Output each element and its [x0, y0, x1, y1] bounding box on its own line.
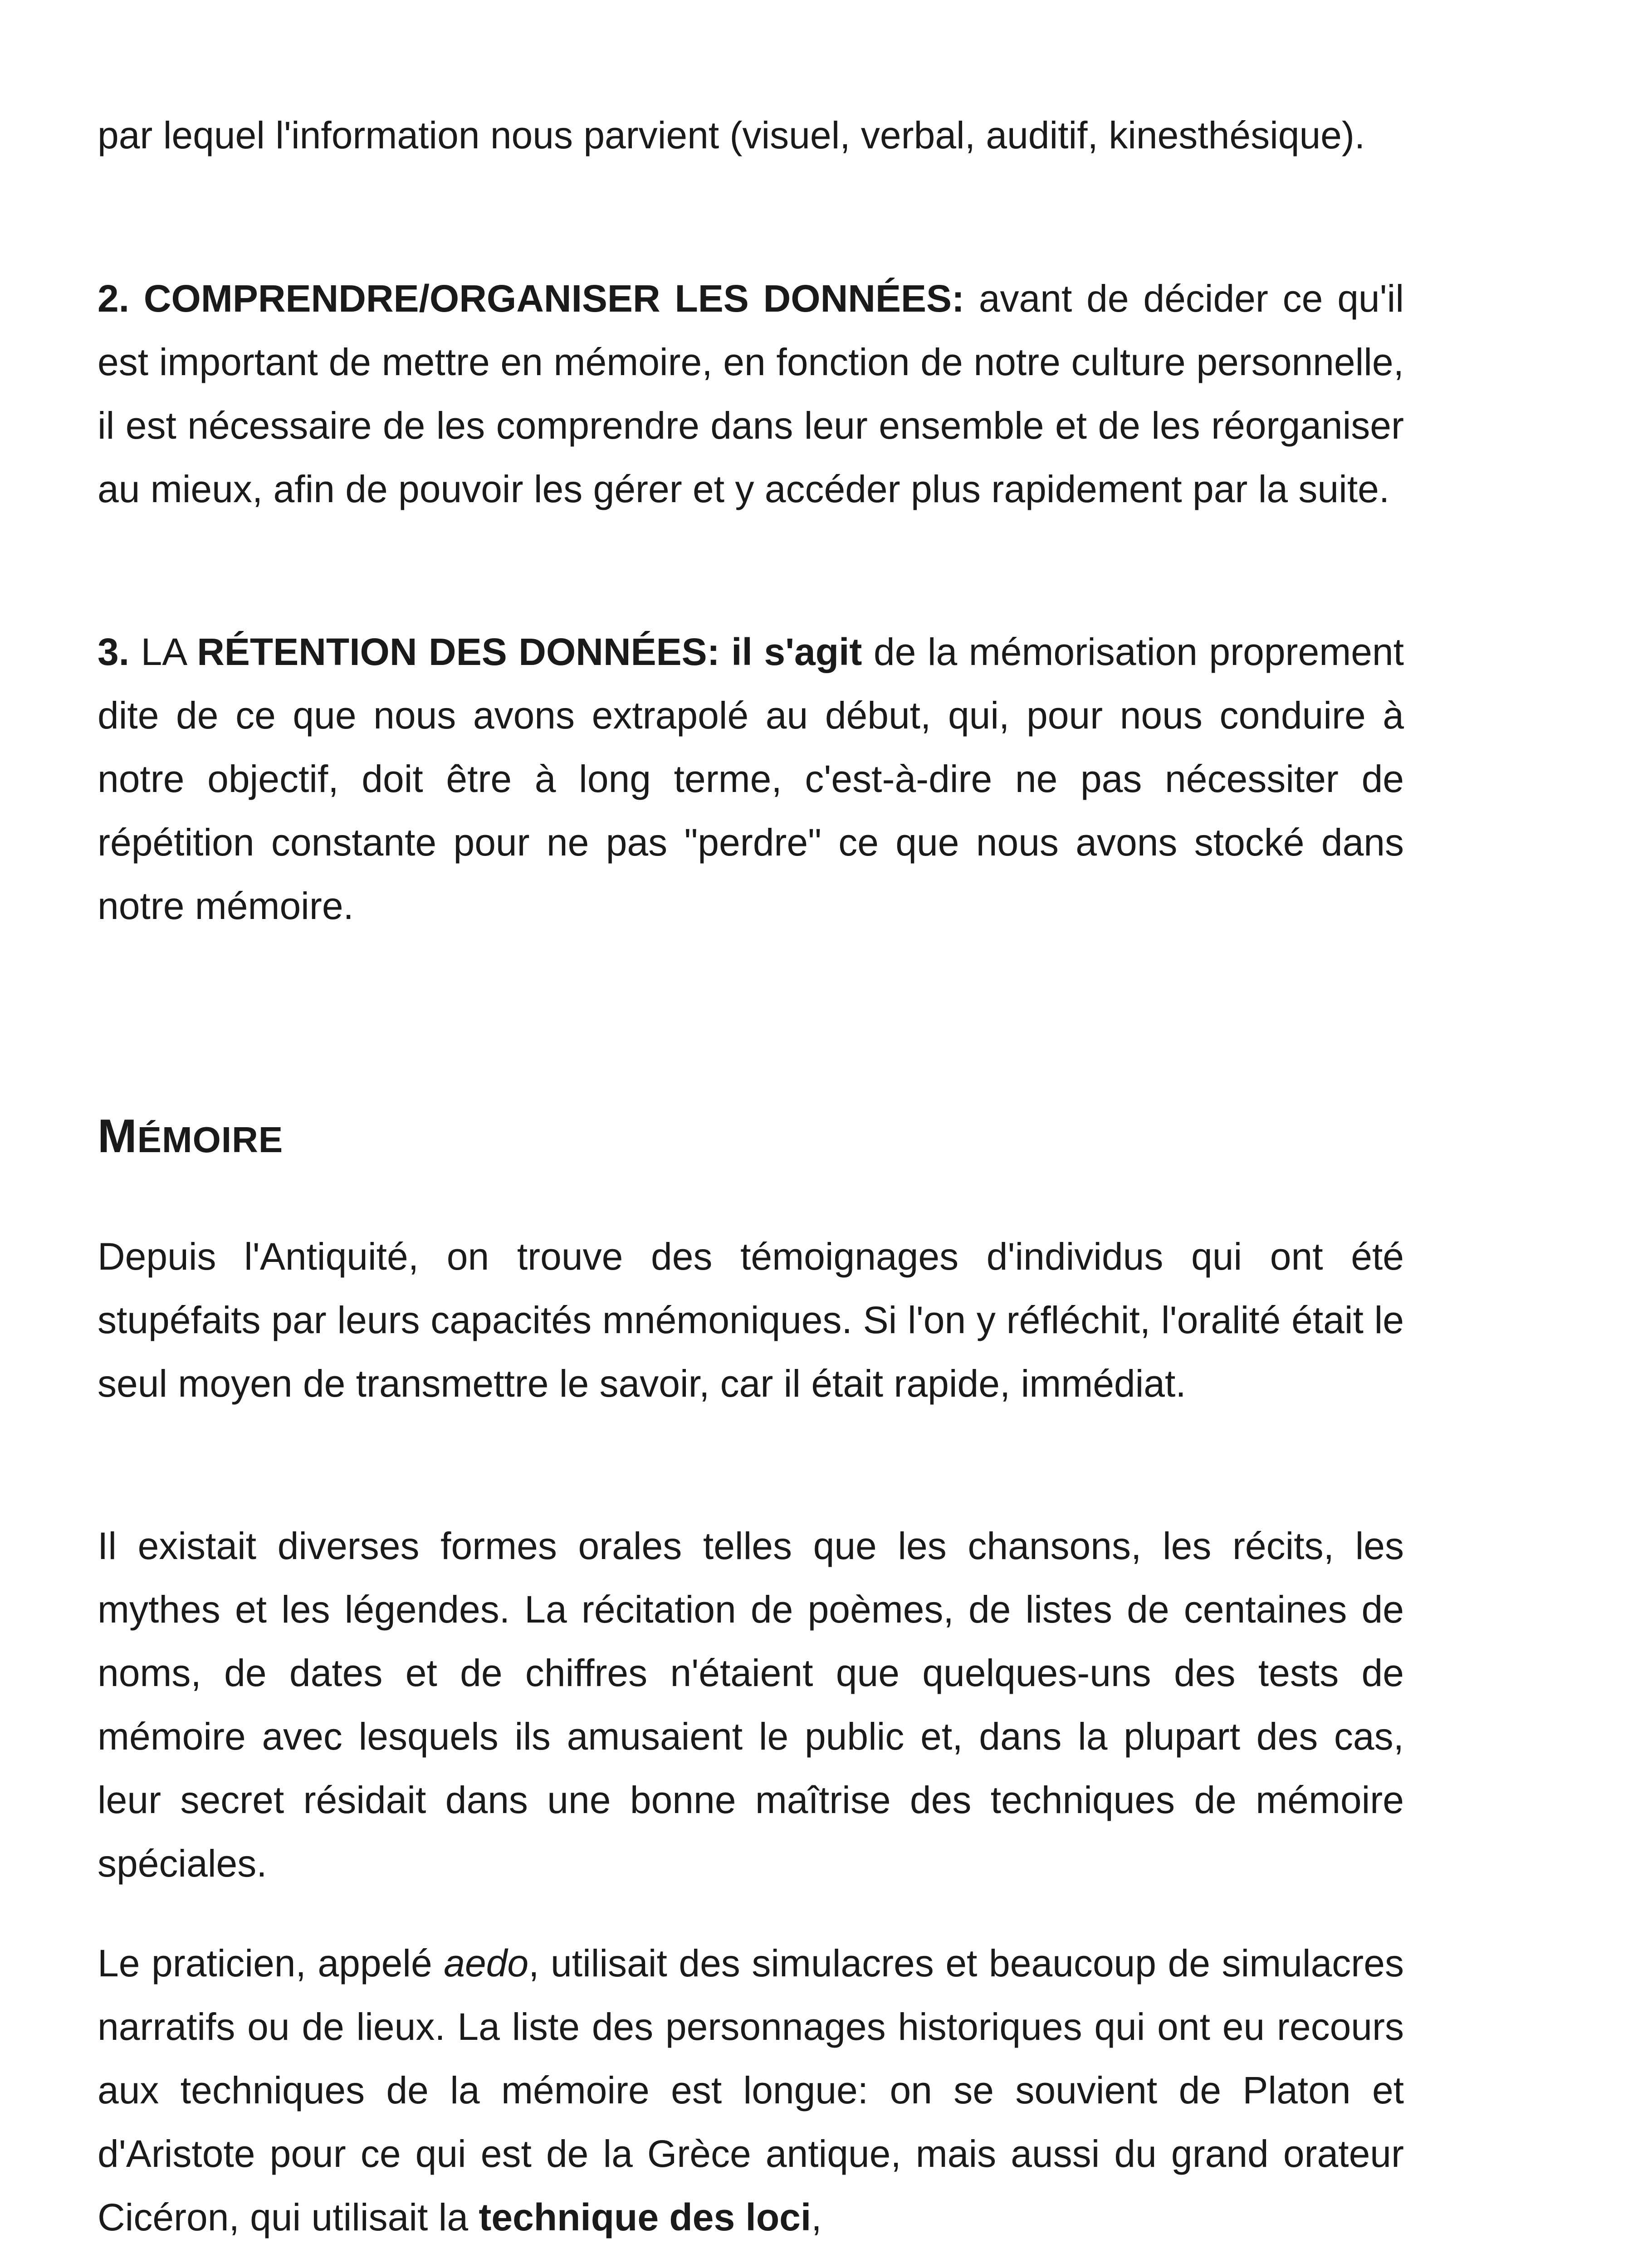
paragraph-practitioner	[98, 1931, 1404, 2249]
step-2-heading: 2. COMPRENDRE/ORGANISER LES DONNÉES:	[98, 277, 964, 320]
step-3-heading: RÉTENTION DES DONNÉES: il s'agit	[197, 631, 862, 673]
paragraph-text: avant de décider ce qu'il est important de mettre en mémoire, en fonction de notre culture personnelle, il est nécessaire de les comprendre dans leur ensemble et de les réorganiser au mieux, afin de pouvoir les gérer et y accéder plus rapidement par la suite.	[98, 277, 1404, 510]
paragraph-text: Depuis l'Antiquité, on trouve des témoignages d'individus qui ont été stupéfaits par leurs capacités mnémoniques. Si l'on y réfléchit, l'oralité était le seul moyen de transmettre le savoir, car il était rapide, immédiat.	[98, 1235, 1404, 1405]
paragraph-antiquity	[98, 1225, 1404, 1415]
section-heading	[98, 1107, 1404, 1169]
paragraph-text: de la mémorisation proprement dite de ce que nous avons extrapolé au début, qui, pour nous conduire à notre objectif, doit être à long terme, c'est-à-dire ne pas nécessiter de répétition constante pour ne pas "perdre" ce que nous avons stocké dans notre mémoire.	[98, 631, 1404, 927]
paragraph-text: , utilisait des simulacres et beaucoup de simulacres narratifs ou de lieux. La liste des personnages historiques qui ont eu recours aux techniques de la mémoire est longue: on se souvient de Platon et d'Aristote pour ce qui est de la Grèce antique, mais aussi du grand orateur Cicéron, qui utilisait la	[98, 1942, 1404, 2239]
paragraph-text: par lequel l'information nous parvient (visuel, verbal, auditif, kinesthésique).	[98, 114, 1365, 156]
heading-initial: M	[98, 1110, 137, 1163]
paragraph-intro	[98, 103, 1404, 167]
heading-rest: ÉMOIRE	[137, 1119, 284, 1160]
paragraph-oral-forms	[98, 1514, 1404, 1895]
paragraph-step-2	[98, 267, 1404, 521]
paragraph-text: Il existait diverses formes orales telles que les chansons, les récits, les mythes et les légendes. La récitation de poèmes, de listes de centaines de noms, de dates et de chiffres n'étaient que quelques-uns des tests de mémoire avec lesquels ils amusaient le public et, dans la plupart des cas, leur secret résidait dans une bonne maîtrise des techniques de mémoire spéciales.	[98, 1525, 1404, 1885]
paragraph-step-3	[98, 620, 1404, 938]
paragraph-text: Le praticien, appelé	[98, 1942, 444, 1984]
step-3-number: 3.	[98, 631, 130, 673]
step-3-article: LA	[129, 631, 197, 673]
paragraph-text: ,	[811, 2196, 822, 2239]
italic-term: aedo	[444, 1942, 529, 1984]
bold-term: technique des loci	[479, 2196, 812, 2239]
